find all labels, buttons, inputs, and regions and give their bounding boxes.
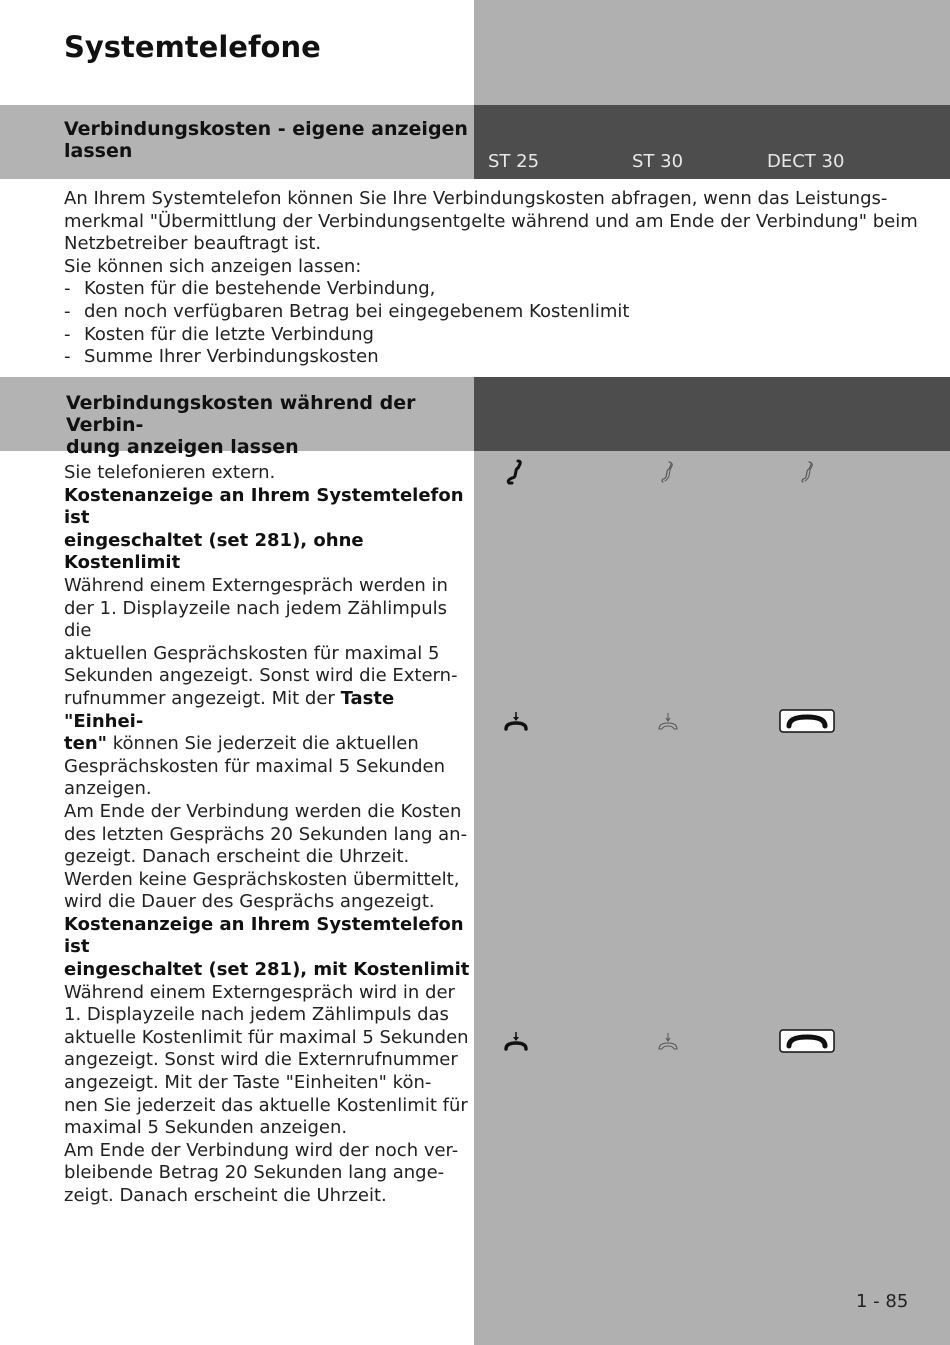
- subheading-no-limit: eingeschaltet (set 281), ohne Kostenlimit: [64, 529, 364, 574]
- intro-text: [64, 188, 924, 369]
- subheading-no-limit: Kostenanzeige an Ihrem Systemtelefon ist: [64, 484, 464, 529]
- section-heading-during-call: [66, 392, 471, 458]
- section-heading-line: Verbindungskosten - eigene anzeigen: [64, 118, 468, 140]
- list-item: - den noch verfügbaren Betrag bei eingegebenem Kostenlimit: [64, 300, 630, 322]
- body-line: des letzten Gesprächs 20 Sekunden lang an-: [64, 823, 468, 845]
- device-header-band: [474, 377, 950, 451]
- column-label-dect30: DECT 30: [767, 151, 845, 172]
- body-line: Während einem Externgespräch werden in: [64, 574, 448, 596]
- body-line: Am Ende der Verbindung wird der noch ver-: [64, 1139, 459, 1161]
- body-line: Sekunden angezeigt. Sonst wird die Extern-: [64, 665, 458, 687]
- body-line: wird die Dauer des Gesprächs angezeigt.: [64, 891, 435, 913]
- body-line: aktuelle Kostenlimit für maximal 5 Sekunden: [64, 1026, 469, 1048]
- page-number: 1 - 85: [856, 1291, 909, 1312]
- handset-off-hook-icon: [506, 459, 524, 485]
- body-line: angezeigt. Mit der Taste "Einheiten" kön-: [64, 1072, 432, 1094]
- subheading-with-limit: eingeschaltet (set 281), mit Kostenlimit: [64, 959, 470, 981]
- list-item: - Kosten für die bestehende Verbindung,: [64, 278, 436, 300]
- section-heading-costs: [64, 118, 469, 162]
- intro-line: Netzbetreiber beauftragt ist.: [64, 233, 322, 255]
- intro-line: An Ihrem Systemtelefon können Sie Ihre Verbindungskosten abfragen, wenn das Leistungs-: [64, 188, 888, 209]
- subheading-with-limit: Kostenanzeige an Ihrem Systemtelefon ist: [64, 913, 464, 958]
- body-line: Gesprächskosten für maximal 5 Sekunden: [64, 755, 446, 777]
- body-line: Sie telefonieren extern.: [64, 462, 276, 483]
- body-line: rufnummer angezeigt. Mit der Taste "Einhei-: [64, 687, 395, 732]
- body-line: anzeigen.: [64, 778, 152, 800]
- column-label-st25: ST 25: [488, 151, 540, 172]
- body-line: gezeigt. Danach erscheint die Uhrzeit.: [64, 846, 410, 868]
- intro-line: Sie können sich anzeigen lassen:: [64, 255, 362, 277]
- end-call-key-icon: [779, 1029, 835, 1053]
- handset-outline-icon: [660, 460, 674, 484]
- body-line: zeigt. Danach erscheint die Uhrzeit.: [64, 1185, 387, 1206]
- body-line: nen Sie jederzeit das aktuelle Kostenlimit für: [64, 1094, 468, 1116]
- page-title: Systemtelefone: [64, 30, 321, 64]
- intro-line: merkmal "Übermittlung der Verbindungsentgelte während und am Ende der Verbindung" beim: [64, 210, 918, 232]
- hang-up-outline-icon: [656, 1031, 680, 1053]
- body-line: Am Ende der Verbindung werden die Kosten: [64, 800, 462, 822]
- body-line: Werden keine Gesprächskosten übermittelt,: [64, 868, 460, 890]
- column-label-st30: ST 30: [632, 151, 684, 172]
- list-item: - Summe Ihrer Verbindungskosten: [64, 346, 379, 368]
- body-line: der 1. Displayzeile nach jedem Zählimpuls die: [64, 597, 448, 642]
- hang-up-icon: [503, 711, 529, 733]
- cost-options-list: [64, 278, 924, 368]
- body-line: aktuellen Gesprächskosten für maximal 5: [64, 642, 440, 664]
- section-heading-line: Verbindungskosten während der Verbin-: [66, 392, 416, 436]
- hang-up-icon: [503, 1031, 529, 1053]
- section-heading-line: dung anzeigen lassen: [66, 436, 299, 458]
- hang-up-outline-icon: [656, 711, 680, 733]
- body-line: maximal 5 Sekunden anzeigen.: [64, 1117, 348, 1139]
- end-call-key-icon: [779, 709, 835, 733]
- body-line: angezeigt. Sonst wird die Externrufnummer: [64, 1049, 458, 1071]
- handset-outline-icon: [800, 460, 814, 484]
- body-line: bleibende Betrag 20 Sekunden lang ange-: [64, 1162, 445, 1184]
- body-line: ten" können Sie jederzeit die aktuellen: [64, 733, 419, 755]
- body-line: 1. Displayzeile nach jedem Zählimpuls das: [64, 1004, 449, 1026]
- section-heading-line: lassen: [64, 140, 133, 162]
- body-line: Während einem Externgespräch wird in der: [64, 981, 455, 1003]
- device-header-band: [474, 105, 950, 179]
- during-call-text: [64, 462, 476, 1208]
- list-item: - Kosten für die letzte Verbindung: [64, 323, 374, 345]
